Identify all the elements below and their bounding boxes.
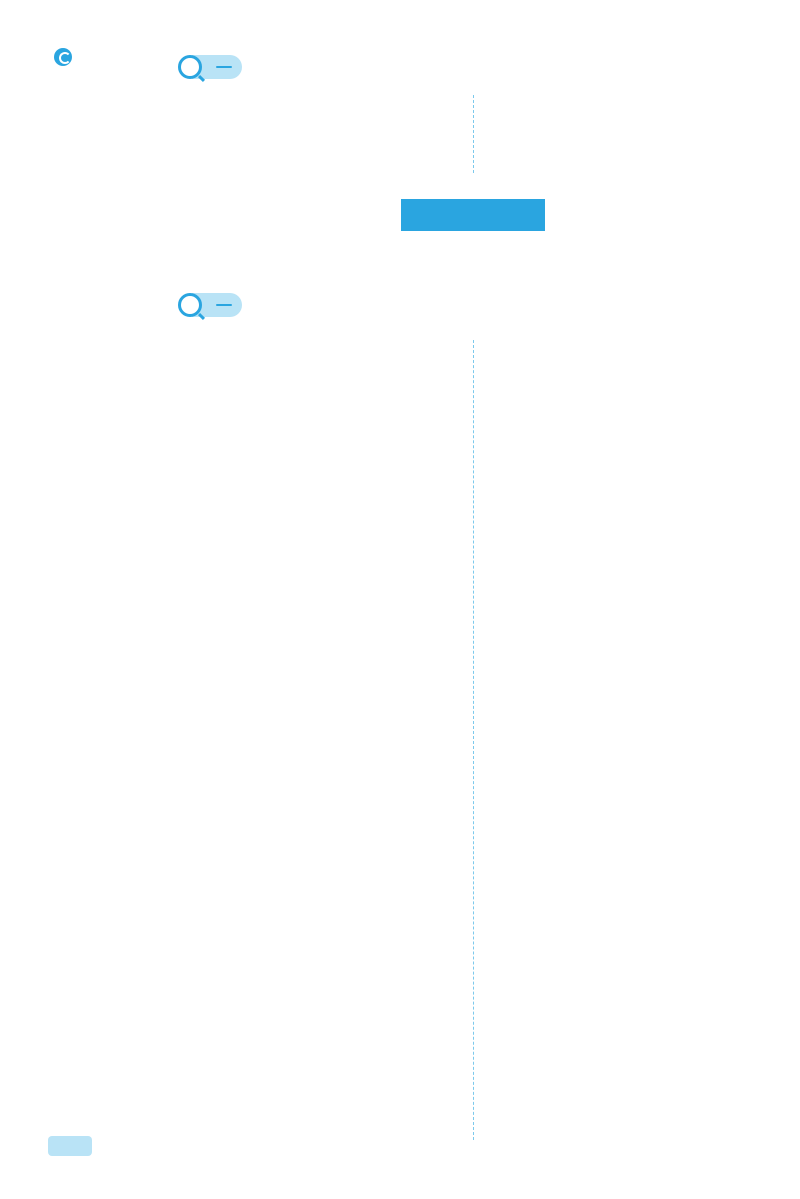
section-header-passage-vocab [178,290,242,320]
page-number [48,1136,92,1156]
section-count-badge [216,304,232,306]
magnifier-icon [178,55,202,79]
section-count-badge [216,66,232,68]
column-divider [473,95,474,173]
part-title [401,199,545,231]
brand-icon [54,48,72,66]
magnifier-icon [178,293,202,317]
brand-logo [54,48,76,66]
section-header-question-vocab [178,52,242,82]
column-divider [473,340,474,1140]
